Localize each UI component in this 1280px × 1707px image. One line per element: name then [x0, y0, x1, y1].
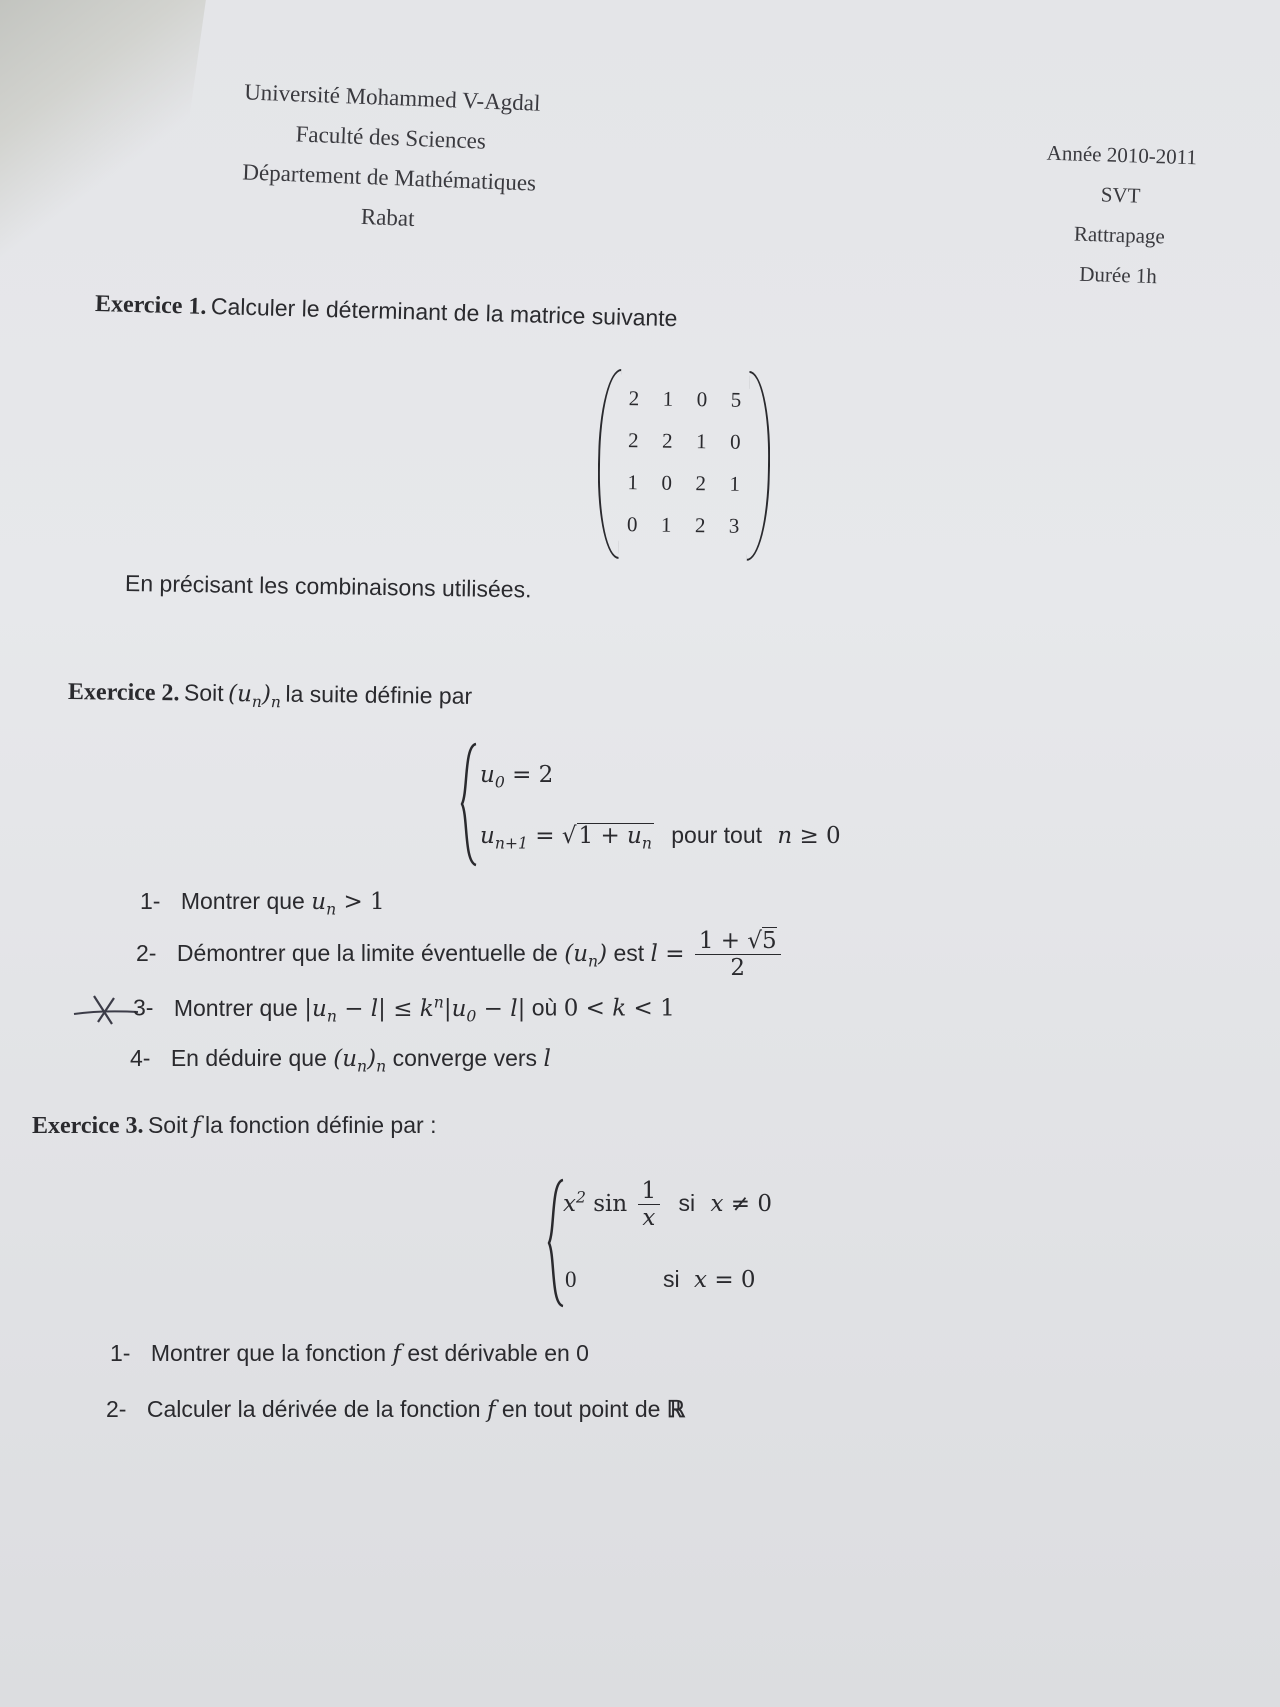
exercise-2-text-a: Soit: [183, 679, 224, 706]
item-number: 4-: [130, 1045, 151, 1071]
exercise-1-heading: [95, 290, 678, 333]
item-text: Montrer que: [180, 888, 305, 914]
exercise-2-heading: [68, 678, 472, 714]
item-text-2: est: [613, 939, 645, 966]
matrix-entry: 0: [626, 512, 638, 537]
recurrence-tail: pour tout: [671, 822, 763, 848]
exercise-3-text-2: la fonction définie par :: [205, 1112, 437, 1138]
item-text: Montrer que: [173, 994, 298, 1021]
sequence-system: [458, 742, 908, 867]
matrix-entry: 0: [729, 429, 741, 454]
math-expression: $(u_n)_n$: [333, 1046, 387, 1076]
session-name: Rattrapage: [1073, 221, 1166, 249]
item-text-2: est dérivable en 0: [407, 1340, 589, 1366]
handwritten-x-icon: [72, 990, 142, 1026]
math-expression: f: [392, 1341, 401, 1367]
university-name: Université Mohammed V-Agdal: [243, 79, 541, 116]
matrix-entry: 2: [628, 386, 640, 411]
matrix-entry: 1: [695, 429, 707, 454]
math-expression-2: 0 < k < 1: [563, 995, 675, 1022]
reals-symbol: ℝ: [666, 1397, 686, 1422]
math-expression: $|u_n - l| \le k^n|u_0 - l|$: [304, 992, 526, 1026]
item-number: 1-: [140, 888, 161, 914]
exercise-1-text: Calculer le déterminant de la matrice suivante: [210, 293, 678, 332]
item-text: Calculer la dérivée de la fonction: [146, 1396, 481, 1422]
exercise-3-item-1: [110, 1340, 589, 1367]
exercise-1-note: En précisant les combinaisons utilisées.: [124, 570, 532, 603]
matrix-entry: 0: [661, 470, 673, 495]
item-number: 3-: [133, 994, 154, 1021]
matrix-entry: 2: [694, 513, 706, 538]
matrix-right-paren: [747, 371, 772, 561]
left-brace: [458, 742, 480, 867]
faculty-name: Faculté des Sciences: [295, 121, 487, 154]
exercise-2-item-3: [133, 992, 675, 1025]
matrix-entry: 1: [662, 386, 674, 411]
matrix-entry: 2: [627, 428, 639, 453]
sequence-symbol: $(u_n)_n$: [227, 680, 282, 712]
item-text: En déduire que: [170, 1045, 327, 1071]
duration: Durée 1h: [1078, 261, 1158, 289]
exercise-2-item-4: [130, 1045, 551, 1076]
function-symbol: f: [192, 1113, 201, 1139]
matrix-entry: 1: [627, 470, 639, 495]
math-expression: f: [486, 1397, 496, 1423]
initial-term-value: = 2: [512, 762, 554, 788]
item-text-2: en tout point de: [501, 1396, 661, 1422]
exercise-2-item-1: [140, 888, 385, 919]
academic-year: Année 2010-2011: [1046, 140, 1198, 170]
department-name: Département de Mathématiques: [241, 159, 537, 196]
math-expression-2: l: [543, 1046, 551, 1072]
matrix-entry: 2: [661, 428, 673, 453]
case-2-condition: si: [663, 1266, 680, 1292]
exercise-1-title: Exercice 1.: [94, 291, 207, 320]
matrix-entry: 3: [728, 513, 740, 538]
pen-mark: [72, 990, 142, 1031]
exercise-3-item-2: [106, 1396, 685, 1423]
item-text: Démontrer que la limite éventuelle de: [176, 939, 558, 966]
matrix: [597, 369, 780, 561]
initial-term: $u_0 = 2$: [480, 762, 554, 792]
header-institution: [177, 70, 603, 246]
case-2-value: 0: [565, 1267, 577, 1292]
item-number: 2-: [106, 1396, 127, 1422]
item-text-2: converge vers: [392, 1045, 538, 1071]
matrix-entry: 1: [660, 512, 672, 537]
limit-value: l = $\frac{1 + √5}{2}$: [651, 941, 784, 967]
item-number: 1-: [110, 1340, 131, 1366]
exercise-2-item-2: [136, 928, 784, 982]
matrix-entry: 5: [730, 387, 742, 412]
exercise-2-text-b: la suite définie par: [285, 680, 473, 709]
exercise-2-title: Exercice 2.: [67, 679, 180, 707]
math-expression: $u_n > 1$: [311, 889, 385, 919]
case-1: $x^2$ sin $\frac{1}{x}$ si x ≠ 0: [563, 1178, 772, 1232]
item-text: Montrer que la fonction: [150, 1340, 387, 1366]
exercise-3-heading: [32, 1112, 436, 1140]
city-name: Rabat: [360, 203, 416, 231]
case-1-condition: si: [678, 1189, 696, 1216]
header-exam-info: [1008, 132, 1233, 299]
exercise-3-text: Soit: [147, 1112, 188, 1138]
case-2: 0 si x = 0: [565, 1266, 756, 1293]
matrix-entry: 2: [695, 471, 707, 496]
matrix-entry: 1: [729, 471, 741, 496]
matrix-entry: 0: [696, 387, 708, 412]
matrix-entries: [615, 377, 753, 547]
function-definition: [545, 1178, 805, 1308]
item-number: 2-: [136, 939, 157, 966]
program-name: SVT: [1100, 182, 1141, 208]
item-text-2: où: [531, 994, 558, 1021]
recurrence-relation: $u_{n+1} = √1 + u_n$ pour tout n ≥ 0: [480, 822, 841, 853]
exercise-3-title: Exercice 3.: [32, 1113, 144, 1139]
math-expression: $(u_n)$: [564, 940, 608, 971]
